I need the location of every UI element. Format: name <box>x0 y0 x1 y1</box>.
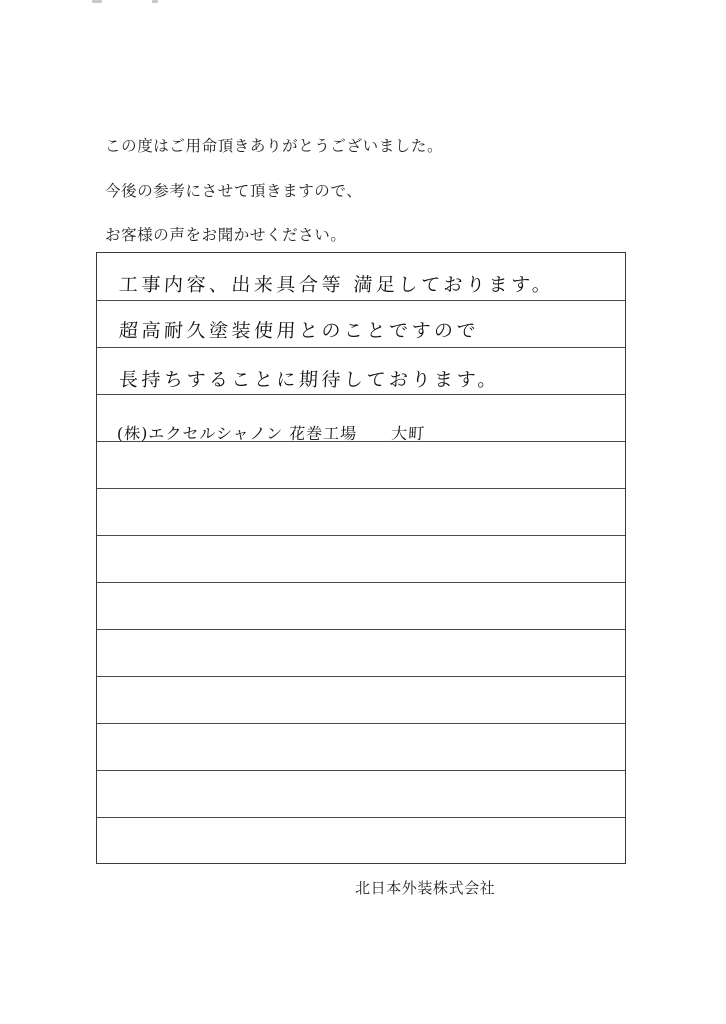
intro-text-line-1: この度はご用命頂きありがとうございました。 <box>105 137 444 155</box>
handwritten-comment-line-3: 長持ちすることに期待しております。 <box>118 369 501 391</box>
company-name: 北日本外装株式会社 <box>355 879 496 897</box>
ruled-line <box>97 488 625 489</box>
ruled-line <box>97 582 625 583</box>
handwritten-comment-line-1: 工事内容、出来具合等 満足しております。 <box>118 274 556 296</box>
ruled-line <box>97 817 625 818</box>
intro-text-line-3: お客様の声をお聞かせください。 <box>105 226 347 244</box>
scan-artifact <box>152 0 158 3</box>
ruled-line <box>97 394 625 395</box>
ruled-line <box>97 770 625 771</box>
comment-form-box <box>96 252 626 864</box>
handwritten-signature-line: (株)エクセルシャノン 花巻工場 大町 <box>116 424 426 443</box>
ruled-line <box>97 629 625 630</box>
handwritten-comment-line-2: 超高耐久塗装使用とのことですので <box>118 320 480 342</box>
intro-text-line-2: 今後の参考にさせて頂きますので、 <box>105 182 363 200</box>
scan-artifact <box>92 0 102 3</box>
ruled-line <box>97 676 625 677</box>
ruled-line <box>97 347 625 348</box>
ruled-line <box>97 300 625 301</box>
ruled-line <box>97 723 625 724</box>
ruled-line <box>97 535 625 536</box>
